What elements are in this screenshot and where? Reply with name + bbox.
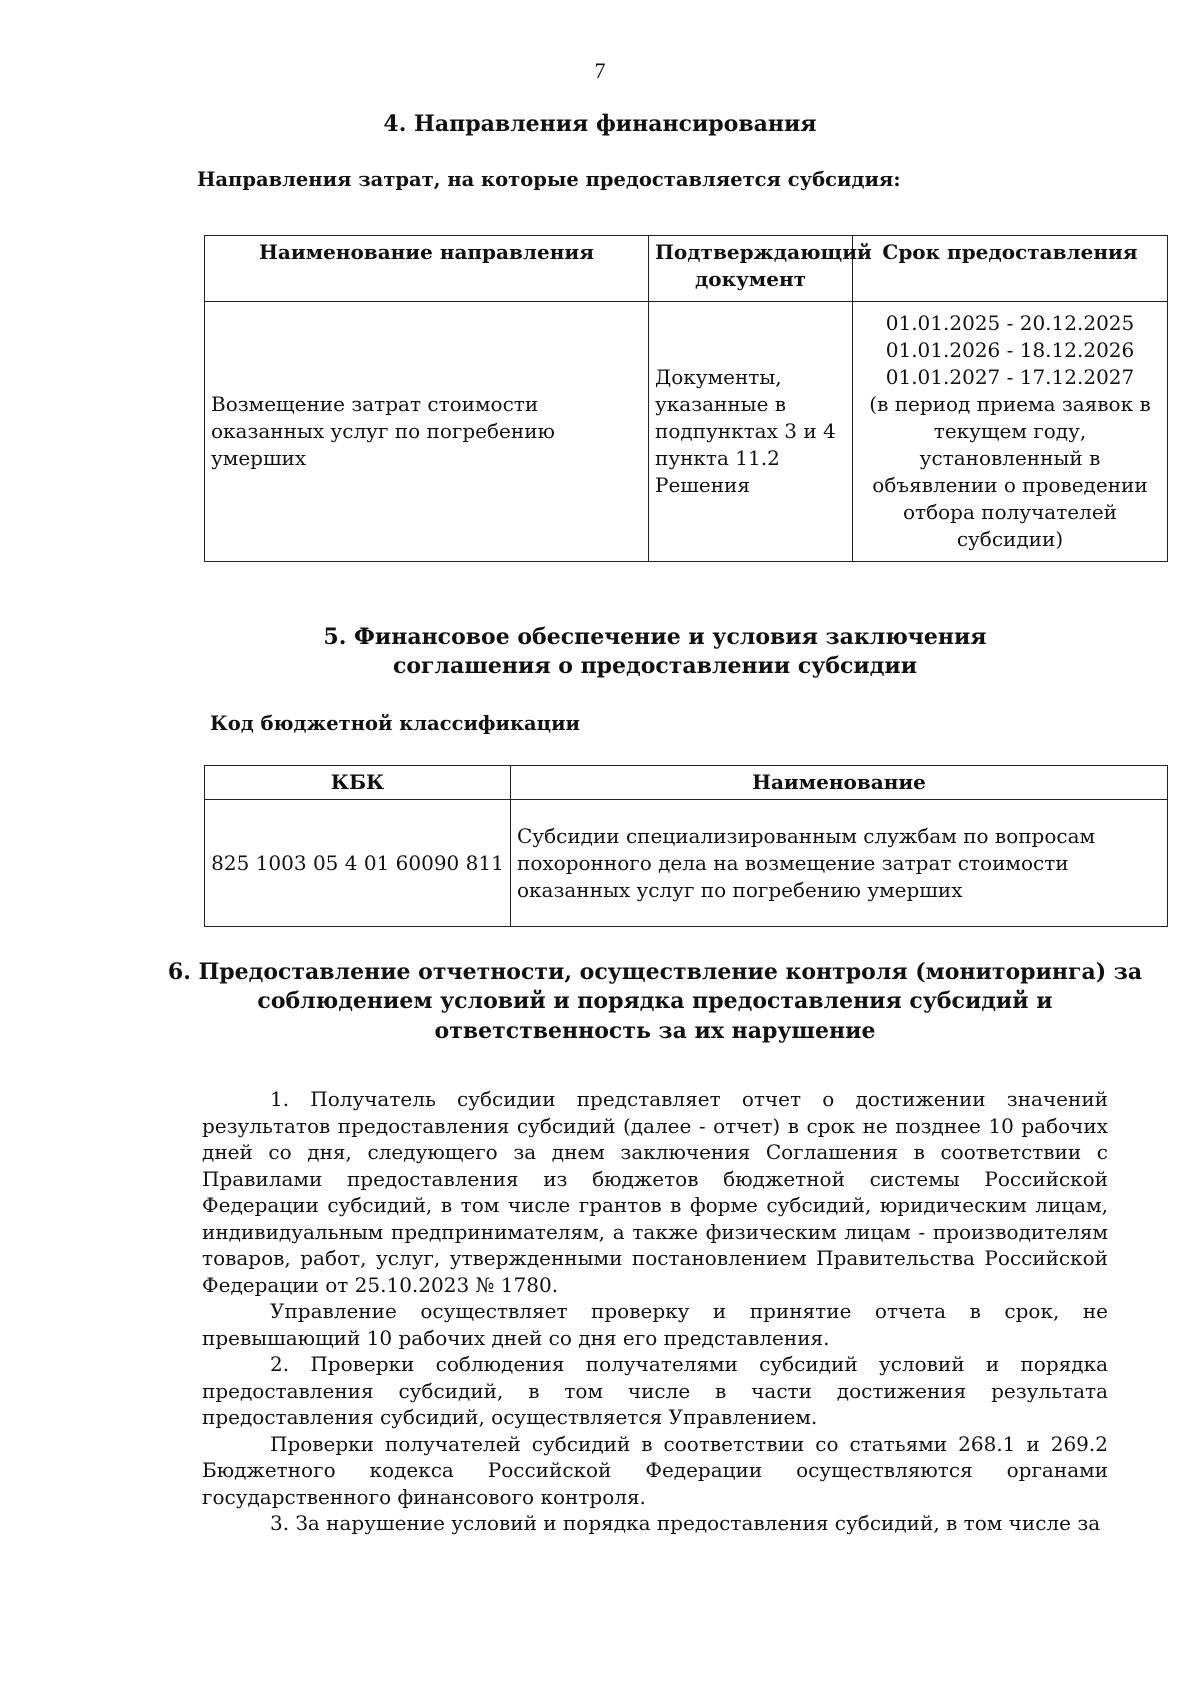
paragraph-3: 3. За нарушение условий и порядка предоставления субсидий, в том числе за <box>270 1511 1101 1535</box>
table-header-row <box>205 766 1168 800</box>
cell-kbk: 825 1003 05 4 01 60090 811 <box>205 800 511 927</box>
period-2026: 01.01.2026 - 18.12.2026 <box>885 338 1135 362</box>
financing-directions-table <box>204 235 1168 562</box>
section-5-title-line-1: 5. Финансовое обеспечение и условия заключения <box>323 624 987 650</box>
section-6-title-line-1: 6. Предоставление отчетности, осуществление контроля (мониторинга) за <box>167 959 1143 985</box>
section-4-subtitle: Направления затрат, на которые предоставляется субсидия: <box>197 168 901 191</box>
table-row <box>205 800 1168 927</box>
paragraph-2-continued: Проверки получателей субсидий в соответствии со статьями 268.1 и 269.2 Бюджетного кодекса Российской Федерации осуществляются органами государственного финансового контроля. <box>202 1431 1108 1509</box>
cell-direction: Возмещение затрат стоимости оказанных услуг по погребению умерших <box>205 302 649 562</box>
paragraph-1-continued: Управление осуществляет проверку и принятие отчета в срок, не превышающий 10 рабочих дней со дня его представления. <box>202 1299 1108 1350</box>
header-period: Срок предоставления <box>853 236 1168 302</box>
section-5-title-line-2: соглашения о предоставлении субсидии <box>392 653 918 679</box>
period-2027: 01.01.2027 - 17.12.2027 <box>885 365 1135 389</box>
cell-document: Документы, указанные в подпунктах 3 и 4 пункта 11.2 Решения <box>649 302 853 562</box>
page-number: 7 <box>594 58 606 83</box>
section-4-title: 4. Направления финансирования <box>383 111 817 137</box>
section-6-title-line-3: ответственность за их нарушение <box>434 1018 876 1044</box>
cell-name: Субсидии специализированным службам по вопросам похоронного дела на возмещение затрат стоимости оказанных услуг по погребению умерших <box>511 800 1168 927</box>
paragraph-1: 1. Получатель субсидии представляет отчет о достижении значений результатов предоставления субсидий (далее - отчет) в срок не позднее 10 рабочих дней со дня, следующего за днем заключения Соглашения в соответствии с Правилами предоставления из бюджетов бюджетной системы Российской Федерации субсидий, в том числе грантов в форме субсидий, юридическим лицам, индивидуальным предпринимателям, а также физическим лицам - производителям товаров, работ, услуг, утвержденными постановлением Правительства Российской Федерации от 25.10.2023 № 1780. <box>202 1087 1108 1297</box>
section-6-body <box>202 1086 1108 1537</box>
cell-period <box>853 302 1168 562</box>
period-2025: 01.01.2025 - 20.12.2025 <box>885 311 1135 335</box>
period-note: (в период приема заявок в текущем году, установленный в объявлении о проведении отбора получателей субсидии) <box>869 392 1151 551</box>
table-row <box>205 302 1168 562</box>
header-name: Наименование <box>511 766 1168 800</box>
header-direction: Наименование направления <box>205 236 649 302</box>
table-header-row <box>205 236 1168 302</box>
header-document: Подтверждающий документ <box>649 236 853 302</box>
paragraph-2: 2. Проверки соблюдения получателями субсидий условий и порядка предоставления субсидий, в том числе в части достижения результата предоставления субсидий, осуществляется Управлением. <box>202 1352 1108 1429</box>
section-5-subtitle: Код бюджетной классификации <box>210 712 581 735</box>
section-6-title-line-2: соблюдением условий и порядка предоставления субсидий и <box>257 988 1053 1014</box>
header-kbk: КБК <box>205 766 511 800</box>
budget-classification-table <box>204 765 1168 927</box>
